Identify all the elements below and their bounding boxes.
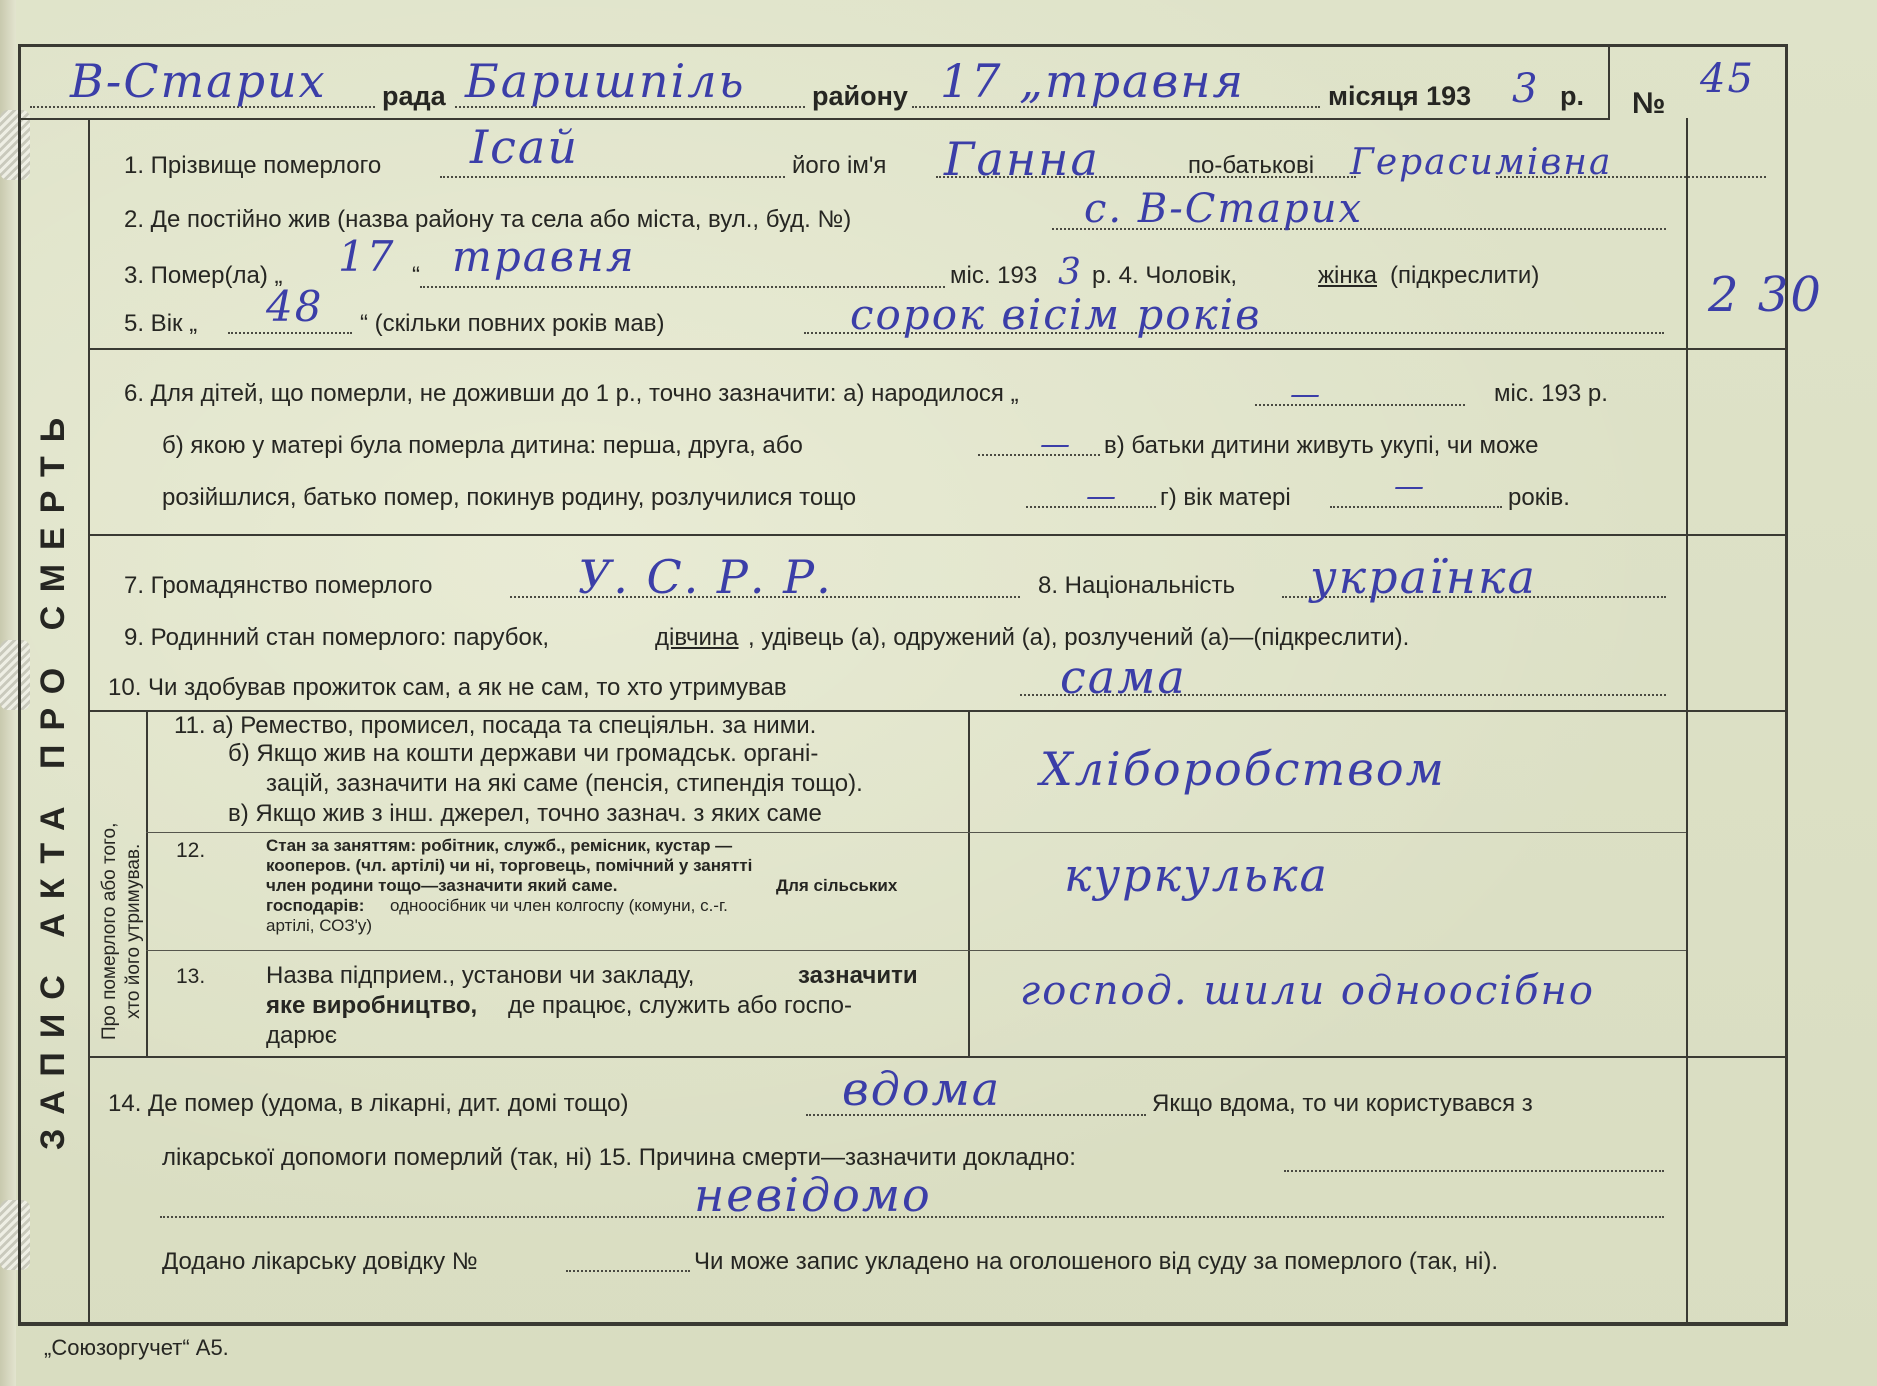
handwritten-death-place: вдома xyxy=(842,1062,1002,1116)
medical-certificate-label: Додано лікарську довідку № xyxy=(162,1248,478,1275)
handwritten-death-day: 17 xyxy=(338,232,396,281)
right-margin-divider xyxy=(1686,118,1688,1324)
month-label: місяця 193 xyxy=(1328,81,1472,111)
year-suffix: р. xyxy=(1560,81,1584,111)
handwritten-record-number: 45 xyxy=(1700,56,1755,102)
side-title: ЗАПИС АКТА ПРО СМЕРТЬ xyxy=(34,403,72,1150)
raion-label: району xyxy=(812,81,908,111)
handwritten-nationality: українка xyxy=(1310,550,1537,604)
handwritten-rada: Баришпіль xyxy=(465,54,746,108)
death-date-label: 3. Помер(ла) „ xyxy=(124,262,283,289)
handwritten-supported-by: сама xyxy=(1060,650,1187,704)
handwritten-citizenship: У. С. Р. Р. xyxy=(578,550,833,604)
handwritten-age-words: сорок вісім років xyxy=(850,290,1262,339)
header-divider xyxy=(20,118,1610,120)
death-record-form: ЗАПИС АКТА ПРО СМЕРТЬ Про померлого або того, хто його утримував. рада району місяця 193 р. № В-Старих Баришпіль 17 „травня 3 45 1. Прізвище померлого його ім'я по-батькові Ісай Ганна Герасимівна 2. Де постійно жив (назва району та села або міста, вул., буд. №) с. В-Старих 3. Помер(ла) „ 17 “ травня міс. 193 3 р. 4. Чоловік, жінка (підкреслити) 5. Вік „ 48 “ (скільки повних років мав) сорок вісім років 2 30 6. Для дітей, що померли, не доживши до 1 р., точно зазначити: а) народилося „ — міс. 193 р. б) якою у матері була померла дитина: перша, друга, або — в) батьки дитини живуть укупі, чи може розійшлися, батько помер, покинув родину, розлучилися тощо — г) вік матері — років. 7. Громадянство померлого У. С. Р. Р. 8. Національність українка 9. Родинний стан померлого: парубок, дівчина , удівець (а), одружений (а), розлучений (а)—(підкреслити). 10. Чи здобував прожиток сам, а як не сам, то хто утримував сама 11. а) Ремество, промисел, посада та спеціяльн. за ними. б) Якщо жив на кошти держави чи громадськ. органі- зацій, зазначити на які саме (пенсія, стипендія тощо). в) Якщо жив з інш. джерел, точно зазнач. з яких саме Хліборобством 12. Стан за заняттям: робітник, служб., ремісник, кустар — кооперов. (чл. артілі) чи ні, торговець, помічний у занятті член родини тощо—зазначити який саме. Для сільських господарів: одноосібник чи член колгоспу (комуни, с.-г. артілі, СОЗ'у) куркулька 13. Назва підприем., установи чи закладу, зазначити яке виробництво, де працює, служить або госпо- дарює господ. шили одноосібно 14. Де помер (удома, в лікарні, дит. домі тощо) вдома Якщо вдома, то чи користувався з лікарської допомоги померлий (так, ні) 15. Причина смерти—зазначити докладно: невідомо Додано лікарську довідку № Чи може запис укладено на оголошеного від суду за померлого (так, ні). „Союзоргучет“ А5. xyxy=(0,0,1877,1386)
handwritten-status: куркулька xyxy=(1064,848,1329,902)
side-title-divider xyxy=(88,118,90,1324)
handwritten-village: В-Старих xyxy=(70,54,327,108)
occupation-label: 11. а) Ремество, промисел, посада та спеціяльн. за ними. xyxy=(174,712,817,739)
citizenship-label: 7. Громадянство померлого xyxy=(124,572,433,599)
record-number-label: № xyxy=(1632,87,1666,120)
handwritten-margin-note: 2 30 xyxy=(1708,267,1823,323)
cause-of-death-label: лікарської допомоги померлий (так, ні) 15. Причина смерти—зазначити докладно: xyxy=(162,1144,1076,1171)
number-box-divider xyxy=(1608,46,1610,120)
patronymic-label: по-батькові xyxy=(1188,152,1315,179)
court-record-label: Чи може запис укладено на оголошеного від суду за померлого (так, ні). xyxy=(694,1248,1498,1275)
handwritten-residence: с. В-Старих xyxy=(1084,186,1364,232)
enterprise-label: Назва підприем., установи чи закладу, xyxy=(266,962,695,989)
rada-label: рада xyxy=(382,81,446,111)
handwritten-occupation: Хліборобством xyxy=(1040,742,1446,796)
section-divider xyxy=(88,348,1788,350)
handwritten-cause: невідомо xyxy=(694,1168,932,1222)
handwritten-enterprise: господ. шили одноосібно xyxy=(1020,968,1595,1014)
answer-column-divider xyxy=(968,710,970,1056)
handwritten-date: 17 „травня xyxy=(940,54,1246,108)
section-divider xyxy=(88,534,1788,536)
handwritten-patronymic: Герасимівна xyxy=(1350,142,1613,183)
handwritten-death-month: травня xyxy=(452,232,636,281)
age-label: 5. Вік „ xyxy=(124,310,198,337)
handwritten-death-year: 3 xyxy=(1058,252,1083,293)
residence-label: 2. Де постійно жив (назва району та села або міста, вул., буд. №) xyxy=(124,206,852,233)
row-divider xyxy=(146,832,1686,833)
marital-girl-underlined: дівчина xyxy=(655,624,739,651)
handwritten-age-digits: 48 xyxy=(266,282,324,331)
publisher-footer: „Союзоргучет“ А5. xyxy=(44,1335,229,1360)
death-place-label: 14. Де помер (удома, в лікарні, дит. домі тощо) xyxy=(108,1090,629,1117)
section-divider xyxy=(88,1056,1788,1058)
handwritten-first-name: Ганна xyxy=(944,132,1100,186)
sex-female-underlined: жінка xyxy=(1318,262,1378,289)
sub-section-divider xyxy=(146,710,148,1056)
death-year-label: міс. 193 xyxy=(950,262,1038,289)
handwritten-surname: Ісай xyxy=(470,120,579,174)
sex-label: р. 4. Чоловік, xyxy=(1092,262,1238,289)
marital-status-label: 9. Родинний стан померлого: парубок, xyxy=(124,624,550,651)
supported-by-label: 10. Чи здобував прожиток сам, а як не сам, то хто утримував xyxy=(108,674,787,701)
child-info-label: 6. Для дітей, що померли, не доживши до 1 р., точно зазначити: а) народилося „ xyxy=(124,380,1019,407)
surname-label: 1. Прізвище померлого xyxy=(124,152,382,179)
nationality-label: 8. Національність xyxy=(1038,572,1235,599)
employment-status-label: Стан за заняттям: робітник, служб., ремісник, кустар — xyxy=(266,836,733,855)
bottom-border xyxy=(20,1322,1788,1324)
handwritten-year-digit: 3 xyxy=(1512,66,1540,112)
row-divider xyxy=(146,950,1686,951)
side-subtitle: Про померлого або того, хто його утримував. xyxy=(99,822,144,1040)
first-name-label: його ім'я xyxy=(792,152,887,179)
